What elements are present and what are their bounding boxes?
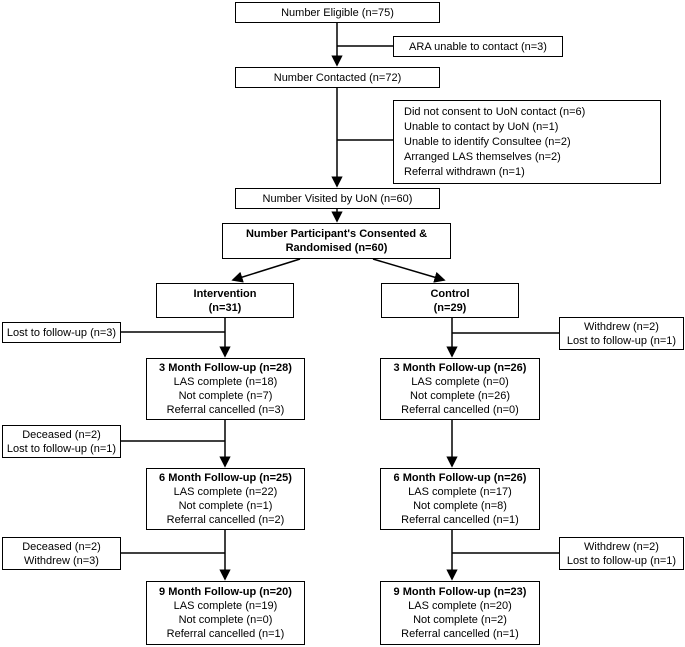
control-3m-title: 3 Month Follow-up (n=26) bbox=[393, 362, 527, 374]
intervention-n: (n=31) bbox=[208, 301, 242, 314]
control-loss1-box bbox=[559, 317, 684, 350]
randomised-box bbox=[222, 223, 451, 259]
loss-line: Lost to follow-up (n=3) bbox=[6, 326, 117, 339]
followup-line: LAS complete (n=0) bbox=[411, 376, 509, 388]
eligible-box bbox=[235, 2, 440, 23]
followup-line: Not complete (n=0) bbox=[178, 614, 273, 626]
followup-line: Referral cancelled (n=1) bbox=[166, 628, 285, 640]
control-3m-box bbox=[380, 358, 540, 420]
loss-line: Lost to follow-up (n=1) bbox=[566, 554, 677, 567]
intervention-9m-box bbox=[146, 581, 305, 645]
contacted-text: Number Contacted (n=72) bbox=[273, 71, 402, 84]
followup-line: Not complete (n=26) bbox=[410, 390, 510, 402]
control-9m-box bbox=[380, 581, 540, 645]
followup-line: Not complete (n=8) bbox=[413, 500, 507, 512]
control-6m-title: 6 Month Follow-up (n=26) bbox=[393, 472, 527, 484]
exclusion-line: Did not consent to UoN contact (n=6) bbox=[404, 105, 586, 118]
followup-line: Not complete (n=2) bbox=[413, 614, 507, 626]
intervention-loss1-box bbox=[2, 322, 121, 343]
control-box bbox=[381, 283, 519, 318]
visited-box bbox=[235, 188, 440, 209]
intervention-3m-title: 3 Month Follow-up (n=28) bbox=[159, 362, 292, 374]
intervention-3m-box bbox=[146, 358, 305, 420]
loss-line: Deceased (n=2) bbox=[22, 540, 101, 553]
intervention-label: Intervention bbox=[193, 287, 257, 300]
loss-line: Lost to follow-up (n=1) bbox=[6, 442, 117, 455]
followup-line: Not complete (n=7) bbox=[178, 390, 273, 402]
intervention-9m-title: 9 Month Follow-up (n=20) bbox=[159, 586, 292, 598]
intervention-loss3-box bbox=[2, 537, 121, 570]
randomised-line: Randomised (n=60) bbox=[285, 242, 388, 254]
exclusion-line: Arranged LAS themselves (n=2) bbox=[404, 150, 561, 163]
followup-line: LAS complete (n=20) bbox=[408, 600, 512, 612]
intervention-6m-box bbox=[146, 468, 305, 530]
followup-line: Referral cancelled (n=2) bbox=[166, 514, 285, 526]
followup-line: Referral cancelled (n=3) bbox=[166, 404, 285, 416]
intervention-6m-title: 6 Month Follow-up (n=25) bbox=[159, 472, 292, 484]
intervention-loss2-box bbox=[2, 425, 121, 458]
control-loss2-box bbox=[559, 537, 684, 570]
loss-line: Deceased (n=2) bbox=[22, 428, 101, 441]
exclusions-box bbox=[393, 100, 661, 184]
exclusion-line: Unable to identify Consultee (n=2) bbox=[404, 135, 571, 148]
followup-line: Not complete (n=1) bbox=[178, 500, 273, 512]
visited-text: Number Visited by UoN (n=60) bbox=[262, 192, 413, 205]
eligible-text: Number Eligible (n=75) bbox=[281, 6, 394, 19]
followup-line: Referral cancelled (n=1) bbox=[401, 628, 519, 640]
control-9m-title: 9 Month Follow-up (n=23) bbox=[393, 586, 527, 598]
control-n: (n=29) bbox=[433, 301, 467, 314]
contacted-box bbox=[235, 67, 440, 88]
loss-line: Withdrew (n=2) bbox=[584, 320, 659, 333]
followup-line: LAS complete (n=18) bbox=[173, 376, 278, 388]
followup-line: Referral cancelled (n=1) bbox=[401, 514, 519, 526]
followup-line: LAS complete (n=19) bbox=[173, 600, 278, 612]
followup-line: LAS complete (n=17) bbox=[408, 486, 512, 498]
ara-unable-text: ARA unable to contact (n=3) bbox=[409, 40, 547, 53]
followup-line: Referral cancelled (n=0) bbox=[401, 404, 519, 416]
loss-line: Withdrew (n=3) bbox=[24, 554, 99, 567]
control-6m-box bbox=[380, 468, 540, 530]
loss-line: Withdrew (n=2) bbox=[584, 540, 659, 553]
intervention-box bbox=[156, 283, 294, 318]
ara-unable-box bbox=[393, 36, 563, 57]
control-label: Control bbox=[430, 287, 470, 300]
exclusion-line: Unable to contact by UoN (n=1) bbox=[404, 120, 559, 133]
loss-line: Lost to follow-up (n=1) bbox=[566, 334, 677, 347]
followup-line: LAS complete (n=22) bbox=[173, 486, 278, 498]
exclusion-line: Referral withdrawn (n=1) bbox=[404, 165, 525, 178]
randomised-line: Number Participant's Consented & bbox=[245, 228, 428, 240]
